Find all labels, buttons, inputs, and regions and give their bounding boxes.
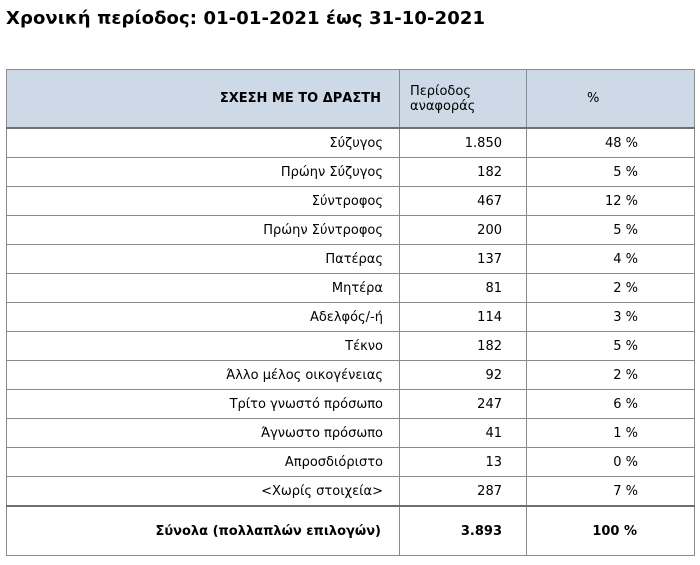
- total-percent: 100 %: [527, 506, 695, 556]
- percent-cell: 3 %: [527, 303, 695, 332]
- table-row: [7, 128, 695, 158]
- relation-cell: Μητέρα: [7, 274, 400, 303]
- relation-cell: Απροσδιόριστο: [7, 448, 400, 477]
- count-cell: 467: [400, 187, 527, 216]
- relation-cell: Σύζυγος: [7, 128, 400, 158]
- relation-cell: Αδελφός/-ή: [7, 303, 400, 332]
- table-row: [7, 187, 695, 216]
- table-row: [7, 332, 695, 361]
- table-row: [7, 245, 695, 274]
- table-row: [7, 390, 695, 419]
- relation-cell: Τέκνο: [7, 332, 400, 361]
- relation-cell: Σύντροφος: [7, 187, 400, 216]
- total-label: Σύνολα (πολλαπλών επιλογών): [7, 506, 400, 556]
- percent-cell: 5 %: [527, 158, 695, 187]
- count-cell: 1.850: [400, 128, 527, 158]
- table-header-row: [7, 70, 695, 129]
- count-cell: 92: [400, 361, 527, 390]
- table-row: [7, 158, 695, 187]
- count-cell: 287: [400, 477, 527, 507]
- relation-cell: Πρώην Σύντροφος: [7, 216, 400, 245]
- table-row: [7, 448, 695, 477]
- table-row: [7, 477, 695, 507]
- count-cell: 137: [400, 245, 527, 274]
- relation-cell: Πατέρας: [7, 245, 400, 274]
- percent-cell: 5 %: [527, 216, 695, 245]
- percent-cell: 1 %: [527, 419, 695, 448]
- period-title: Χρονική περίοδος: 01-01-2021 έως 31-10-2021: [6, 8, 486, 29]
- table-total-row: [7, 506, 695, 556]
- count-cell: 182: [400, 158, 527, 187]
- count-cell: 182: [400, 332, 527, 361]
- table-body: [7, 70, 695, 556]
- relation-cell: Τρίτο γνωστό πρόσωπο: [7, 390, 400, 419]
- table-row: [7, 303, 695, 332]
- header-count: Περίοδος αναφοράς: [400, 70, 527, 129]
- count-cell: 114: [400, 303, 527, 332]
- count-cell: 13: [400, 448, 527, 477]
- relation-cell: Πρώην Σύζυγος: [7, 158, 400, 187]
- percent-cell: 7 %: [527, 477, 695, 507]
- table-row: [7, 274, 695, 303]
- percent-cell: 2 %: [527, 274, 695, 303]
- percent-cell: 0 %: [527, 448, 695, 477]
- count-cell: 81: [400, 274, 527, 303]
- relation-cell: Άλλο μέλος οικογένειας: [7, 361, 400, 390]
- relation-stats-table: [6, 69, 695, 556]
- percent-cell: 4 %: [527, 245, 695, 274]
- percent-cell: 12 %: [527, 187, 695, 216]
- percent-cell: 2 %: [527, 361, 695, 390]
- header-relation: ΣΧΕΣΗ ΜΕ ΤΟ ΔΡΑΣΤΗ: [7, 70, 400, 129]
- relation-cell: Άγνωστο πρόσωπο: [7, 419, 400, 448]
- percent-cell: 6 %: [527, 390, 695, 419]
- table-row: [7, 361, 695, 390]
- count-cell: 247: [400, 390, 527, 419]
- relation-cell: <Χωρίς στοιχεία>: [7, 477, 400, 507]
- count-cell: 200: [400, 216, 527, 245]
- table-row: [7, 419, 695, 448]
- percent-cell: 48 %: [527, 128, 695, 158]
- total-count: 3.893: [400, 506, 527, 556]
- count-cell: 41: [400, 419, 527, 448]
- table-row: [7, 216, 695, 245]
- percent-cell: 5 %: [527, 332, 695, 361]
- header-percent: %: [527, 70, 695, 129]
